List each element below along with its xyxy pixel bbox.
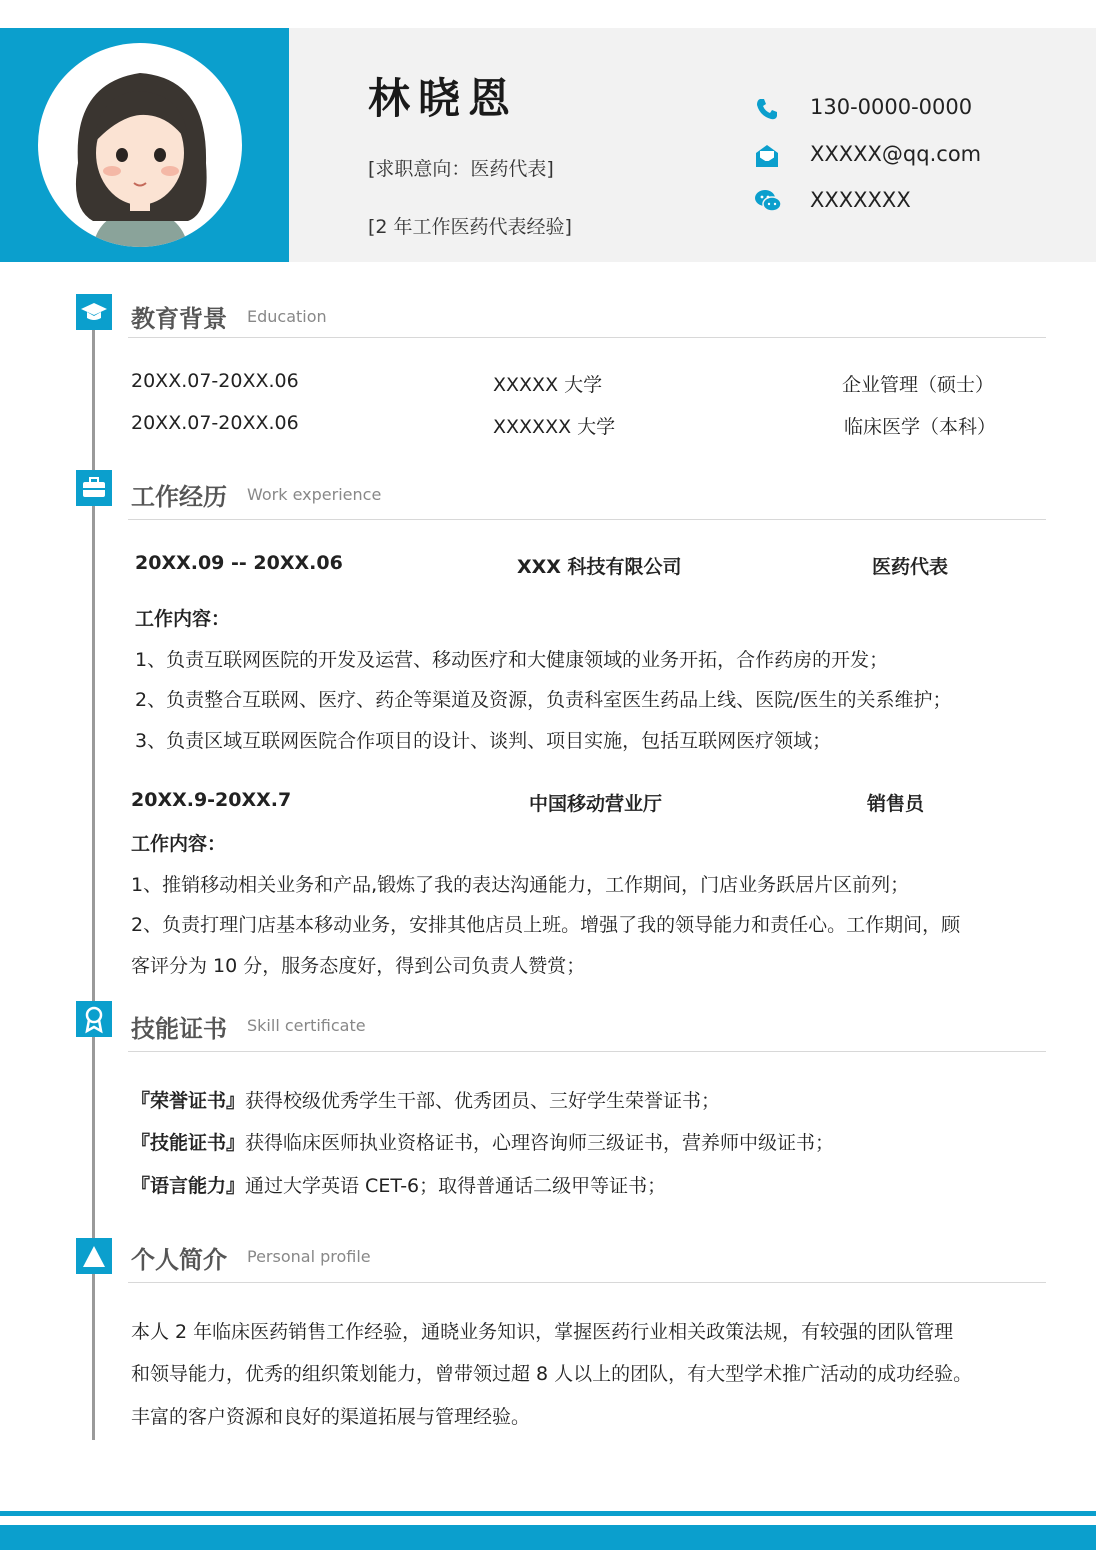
job-duty-item: 3、负责区域互联网医院合作项目的设计、谈判、项目实施，包括互联网医疗领域；	[135, 730, 832, 752]
job-position: 销售员	[867, 793, 925, 815]
job-objective: [求职意向：医药代表]	[368, 158, 554, 180]
skill-text: 获得临床医师执业资格证书，心理咨询师三级证书，营养师中级证书；	[245, 1132, 835, 1154]
section-title-education: 教育背景	[131, 305, 227, 333]
job-content-label: 工作内容：	[135, 608, 231, 630]
job-duty-item: 客评分为 10 分，服务态度好，得到公司负责人赞赏；	[131, 955, 586, 977]
edu-period: 20XX.07-20XX.06	[131, 412, 299, 434]
edu-major: 临床医学（本科）	[844, 416, 997, 438]
job-company: XXX 科技有限公司	[517, 556, 682, 578]
section-subtitle-education: Education	[247, 307, 327, 326]
section-subtitle-profile: Personal profile	[247, 1247, 371, 1266]
edu-period: 20XX.07-20XX.06	[131, 370, 299, 392]
section-divider	[128, 1282, 1046, 1283]
profile-text-line: 和领导能力，优秀的组织策划能力，曾带领过超 8 人以上的团队，有大型学术推广活动的成功经验。	[131, 1363, 973, 1385]
wechat-id: XXXXXXX	[810, 188, 911, 212]
briefcase-icon	[76, 470, 112, 506]
edu-major: 企业管理（硕士）	[842, 374, 995, 396]
email-icon	[754, 143, 780, 169]
section-subtitle-work: Work experience	[247, 485, 382, 504]
job-duty-item: 1、负责互联网医院的开发及运营、移动医疗和大健康领域的业务开拓，合作药房的开发；	[135, 649, 889, 671]
job-position: 医药代表	[872, 556, 949, 578]
skill-label: 『语言能力』	[131, 1175, 246, 1197]
skill-item	[131, 1128, 834, 1155]
edu-school: XXXXXX 大学	[493, 416, 616, 438]
phone-number: 130-0000-0000	[810, 95, 973, 119]
award-icon	[76, 1001, 112, 1037]
footer-bar	[0, 1525, 1096, 1550]
avatar	[38, 43, 242, 247]
wechat-icon	[754, 188, 780, 214]
job-period: 20XX.9-20XX.7	[131, 789, 292, 811]
job-duty-item: 1、推销移动相关业务和产品,锻炼了我的表达沟通能力，工作期间，门店业务跃居片区前列；	[131, 874, 910, 896]
section-subtitle-skills: Skill certificate	[247, 1016, 366, 1035]
footer-stripe	[0, 1511, 1096, 1516]
job-content-label: 工作内容：	[131, 833, 227, 855]
candidate-name: 林晓恩	[368, 74, 519, 123]
skill-text: 获得校级优秀学生干部、优秀团员、三好学生荣誉证书；	[245, 1090, 721, 1112]
phone-icon	[754, 96, 780, 122]
avatar-illustration	[38, 43, 242, 247]
edu-school: XXXXX 大学	[493, 374, 603, 396]
section-divider	[128, 519, 1046, 520]
job-period: 20XX.09 -- 20XX.06	[135, 552, 343, 574]
section-divider	[128, 1051, 1046, 1052]
skill-item	[131, 1086, 720, 1113]
graduation-cap-icon	[76, 294, 112, 330]
email-address: XXXXX@qq.com	[810, 142, 982, 166]
profile-text-line: 本人 2 年临床医药销售工作经验，通晓业务知识，掌握医药行业相关政策法规，有较强的团队管理	[131, 1321, 954, 1343]
job-duty-item: 2、负责整合互联网、医疗、药企等渠道及资源，负责科室医生药品上线、医院/医生的关系维护；	[135, 689, 952, 711]
job-company: 中国移动营业厅	[529, 793, 663, 815]
triangle-icon	[76, 1238, 112, 1274]
section-divider	[128, 337, 1046, 338]
skill-text: 通过大学英语 CET-6；取得普通话二级甲等证书；	[245, 1175, 667, 1197]
job-duty-item: 2、负责打理门店基本移动业务，安排其他店员上班。增强了我的领导能力和责任心。工作期间，顾	[131, 914, 961, 936]
experience-summary: [2 年工作医药代表经验]	[368, 216, 572, 238]
skill-label: 『技能证书』	[131, 1132, 246, 1154]
skill-item	[131, 1171, 666, 1198]
section-title-profile: 个人简介	[131, 1246, 227, 1274]
skill-label: 『荣誉证书』	[131, 1090, 246, 1112]
profile-text-line: 丰富的客户资源和良好的渠道拓展与管理经验。	[131, 1406, 531, 1428]
section-title-work: 工作经历	[131, 483, 227, 511]
section-title-skills: 技能证书	[131, 1015, 227, 1043]
